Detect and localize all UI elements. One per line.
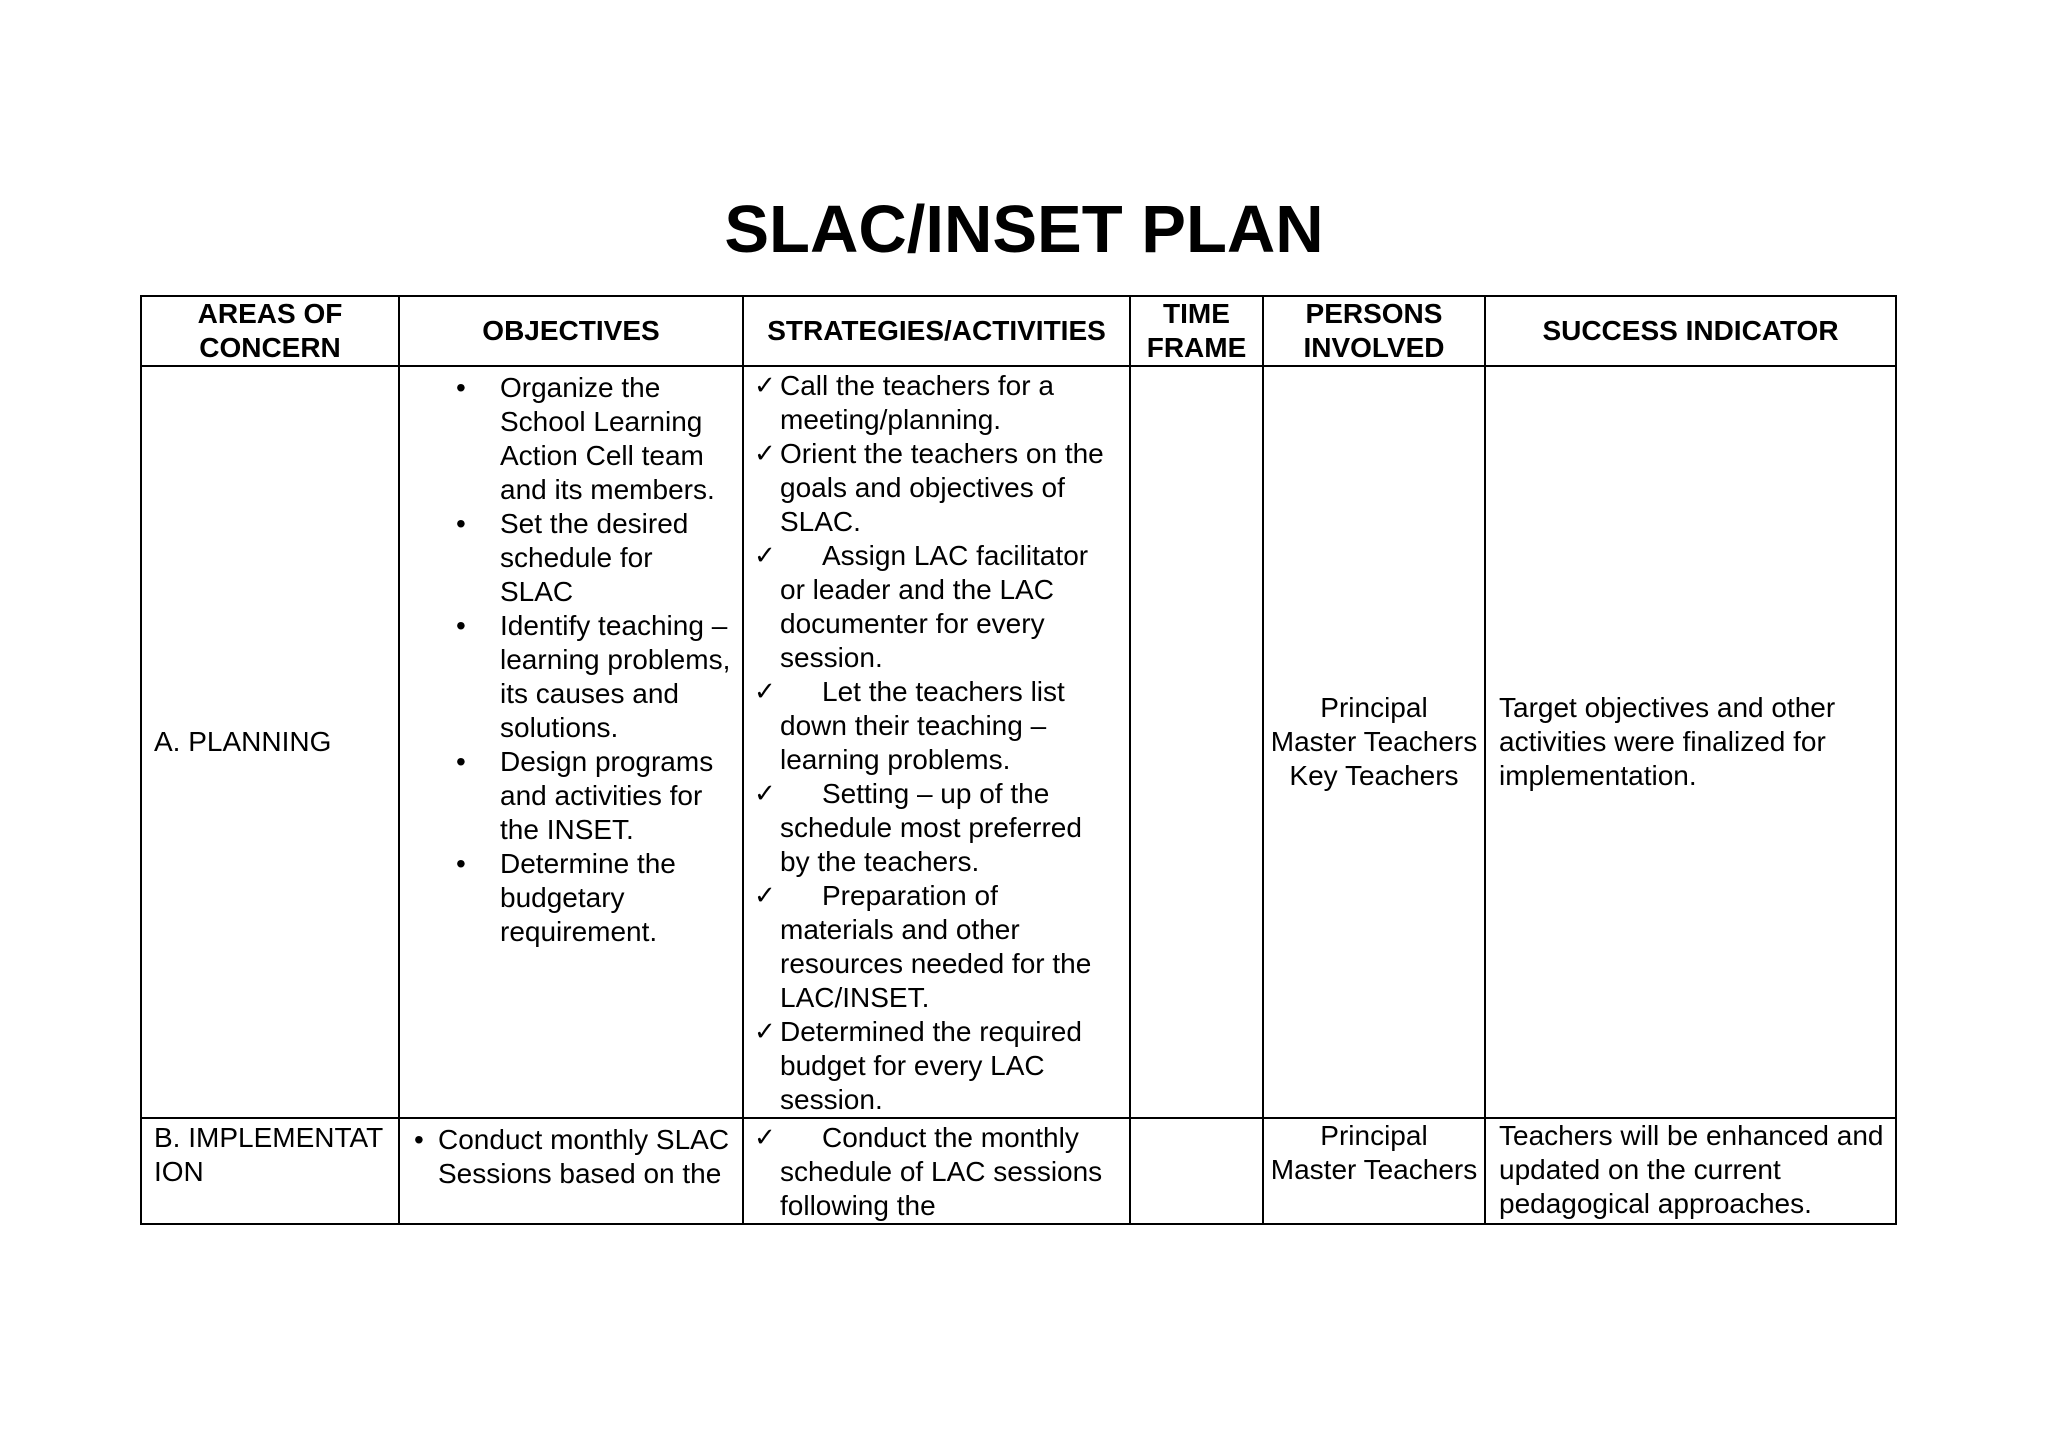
- strategy-item: [780, 539, 1119, 675]
- person-item: Master Teachers: [1270, 1154, 1478, 1185]
- objective-item: • Conduct monthly SLAC Sessions based on the: [438, 1123, 732, 1191]
- objective-item: • Organize the School Learning Action Cell team and its members.: [500, 371, 732, 507]
- success-indicator-text: Target objectives and other activities were finalized for implementation.: [1499, 692, 1836, 791]
- person-item: Principal: [1320, 1120, 1428, 1151]
- strategy-item: [780, 675, 1119, 777]
- table-row-implementation: [141, 1118, 1896, 1224]
- table-header-row: [141, 296, 1896, 366]
- area-cell: [141, 366, 399, 1118]
- success-cell: [1485, 366, 1896, 1118]
- strategies-cell: [743, 1118, 1130, 1224]
- strategies-list: [744, 1119, 1129, 1223]
- success-indicator-text: Teachers will be enhanced and updated on the current pedagogical approaches.: [1499, 1120, 1884, 1219]
- header-objectives: OBJECTIVES: [399, 296, 743, 366]
- strategy-text: Orient the teachers on the goals and objectives of SLAC.: [780, 438, 1104, 537]
- strategies-list: [744, 367, 1129, 1117]
- strategies-cell: [743, 366, 1130, 1118]
- plan-table: [140, 295, 1897, 1225]
- strategy-item: [780, 777, 1119, 879]
- objectives-list: [400, 1119, 742, 1191]
- strategy-item: [780, 369, 1119, 437]
- person-item: Key Teachers: [1289, 760, 1459, 791]
- success-cell: [1485, 1118, 1896, 1224]
- area-label: B. IMPLEMENTATION: [154, 1122, 384, 1187]
- strategy-text: Assign LAC facilitator or leader and the LAC documenter for every session.: [780, 540, 1089, 673]
- header-strategies-activities: STRATEGIES/ACTIVITIES: [743, 296, 1130, 366]
- strategy-text: Setting – up of the schedule most preferred by the teachers.: [780, 778, 1082, 877]
- strategy-text: Call the teachers for a meeting/planning.: [780, 370, 1054, 435]
- person-item: Master Teachers: [1270, 726, 1478, 757]
- objective-item: • Design programs and activities for the INSET.: [500, 745, 732, 847]
- header-persons-involved: PERSONS INVOLVED: [1263, 296, 1485, 366]
- objective-item: • Set the desired schedule for SLAC: [500, 507, 732, 609]
- header-success-indicator: SUCCESS INDICATOR: [1485, 296, 1896, 366]
- area-label: A. PLANNING: [154, 726, 332, 757]
- strategy-text: Let the teachers list down their teaching – learning problems.: [780, 676, 1065, 775]
- strategy-text: Conduct the monthly schedule of LAC sessions following the: [780, 1122, 1103, 1221]
- strategy-item: [780, 879, 1119, 1015]
- persons-cell: [1263, 366, 1485, 1118]
- strategy-item: [780, 1015, 1119, 1117]
- time-frame-cell: [1130, 1118, 1263, 1224]
- area-cell: [141, 1118, 399, 1224]
- persons-cell: [1263, 1118, 1485, 1224]
- objectives-cell: [399, 1118, 743, 1224]
- header-time-frame: TIME FRAME: [1130, 296, 1263, 366]
- time-frame-cell: [1130, 366, 1263, 1118]
- objective-item: • Determine the budgetary requirement.: [500, 847, 732, 949]
- persons-list: [1264, 1119, 1484, 1187]
- table-row-planning: [141, 366, 1896, 1118]
- strategy-text: Preparation of materials and other resources needed for the LAC/INSET.: [780, 880, 1092, 1013]
- objectives-cell: [399, 366, 743, 1118]
- header-areas-of-concern: AREAS OF CONCERN: [141, 296, 399, 366]
- persons-list: [1264, 691, 1484, 793]
- objective-item: • Identify teaching – learning problems, its causes and solutions.: [500, 609, 732, 745]
- page-title: SLAC/INSET PLAN: [724, 192, 1324, 267]
- objectives-list: [400, 367, 742, 949]
- strategy-item: [780, 1121, 1119, 1223]
- person-item: Principal: [1320, 692, 1428, 723]
- strategy-text: Determined the required budget for every LAC session.: [780, 1016, 1082, 1115]
- strategy-item: [780, 437, 1119, 539]
